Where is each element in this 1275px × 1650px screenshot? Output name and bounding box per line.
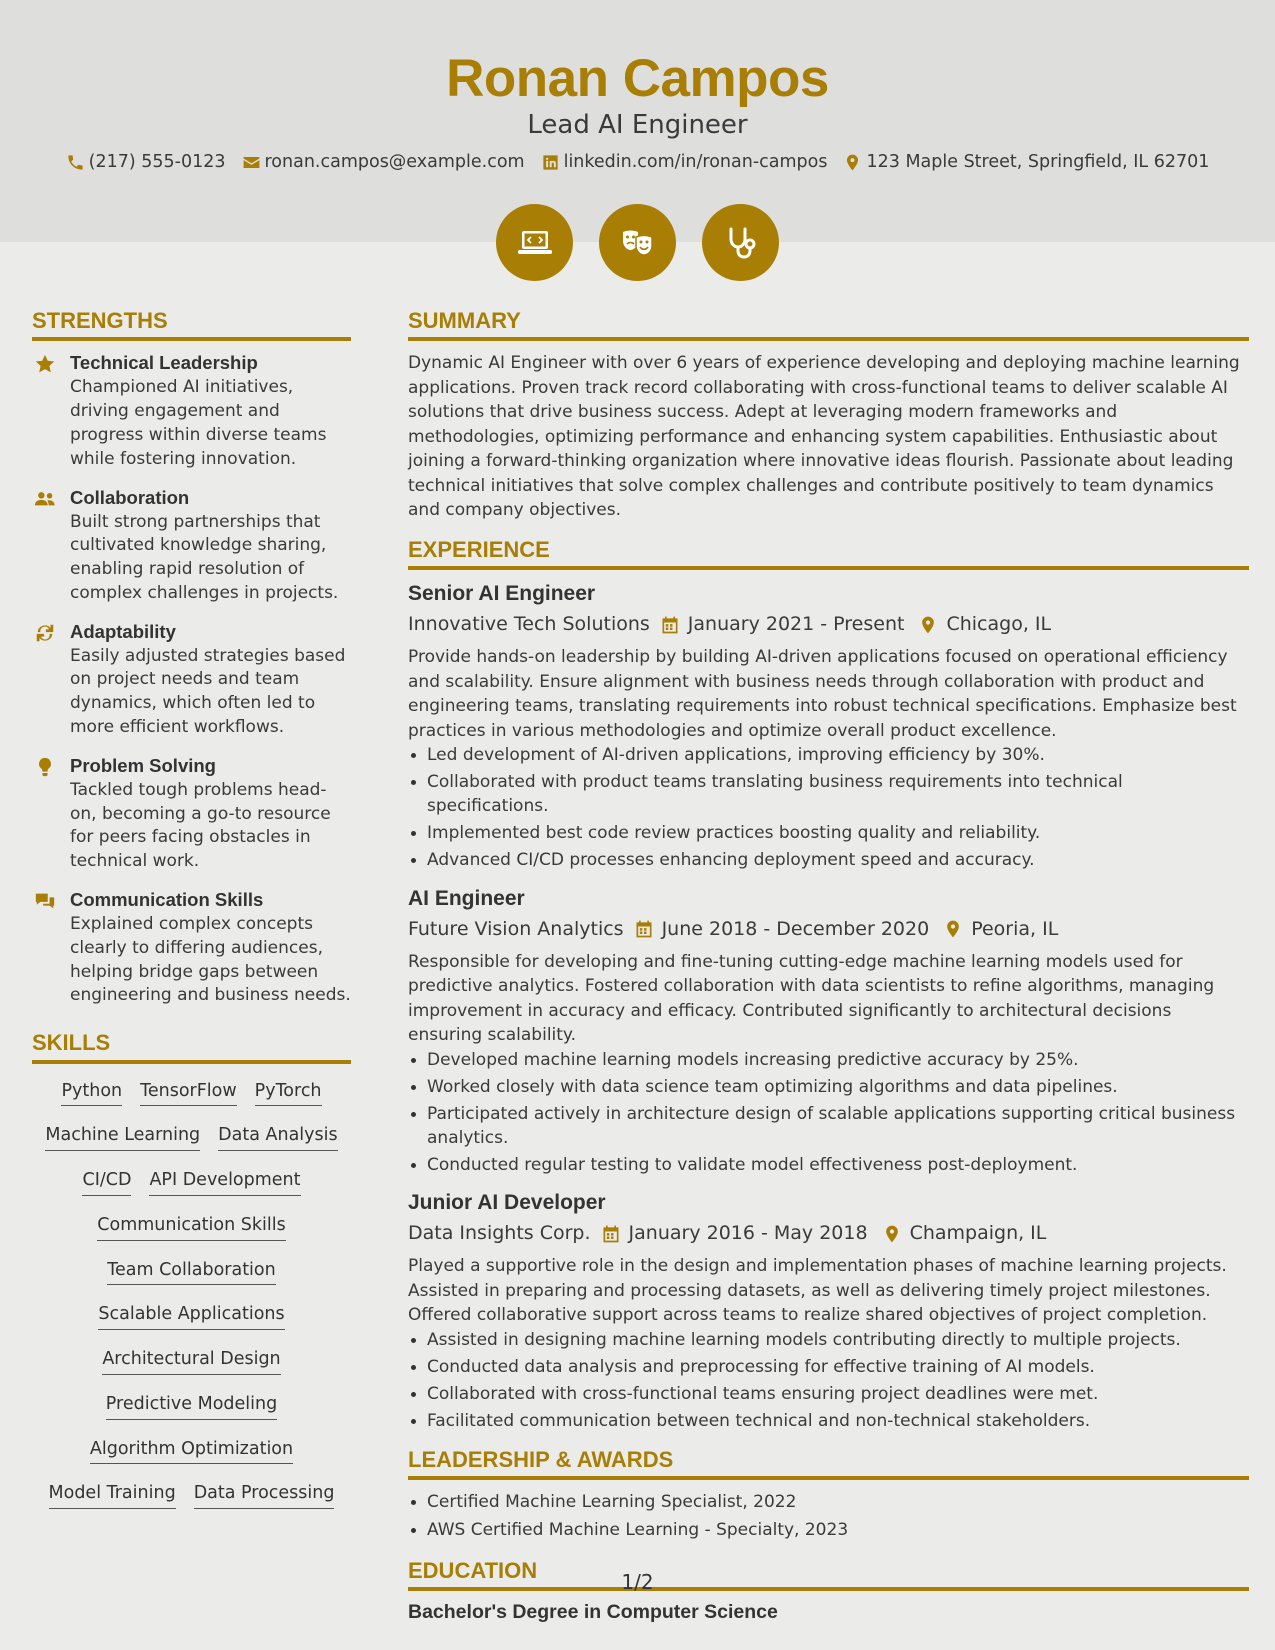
comments-icon: [34, 890, 56, 912]
skill-tag: Communication Skills: [97, 1214, 285, 1241]
job-entry: [408, 1189, 1249, 1433]
skills-list: [32, 1074, 351, 1510]
job-description: Responsible for developing and fine-tuning cutting-edge machine learning models used for predictive analytics. Fostered collaboration with data scientists to refine algorithms, managing improvement in accuracy and efficacy. Contributed significantly to architectural decisions ensuring scalability.: [408, 951, 1215, 1046]
bullet-item: Worked closely with data science team optimizing algorithms and data pipelines.: [408, 1075, 1249, 1099]
job-location: Peoria, IL: [971, 917, 1059, 940]
award-item: Certified Machine Learning Specialist, 2022: [408, 1490, 1249, 1514]
strength-item: [32, 888, 351, 1008]
map-pin-icon: [918, 615, 938, 635]
badge-laptop: [496, 204, 573, 281]
sync-icon: [34, 622, 56, 644]
strength-desc: Easily adjusted strategies based on project needs and team dynamics, which often led to more efficient workflows.: [70, 645, 346, 738]
education-heading: EDUCATION: [408, 1558, 1249, 1591]
calendar-icon: [634, 919, 654, 939]
bullet-item: Implemented best code review practices boosting quality and reliability.: [408, 821, 1249, 845]
job-meta: [408, 1221, 1249, 1246]
strength-item: [32, 351, 351, 471]
map-pin-icon: [843, 153, 862, 172]
strength-desc: Explained complex concepts clearly to differing audiences, helping bridge gaps between engineering and business needs.: [70, 913, 351, 1006]
job-description: Played a supportive role in the design and implementation phases of machine learning projects. Assisted in preparing and processing datasets, as well as delivering timely project milestones. Offered collaborative support across teams to realize shared objectives of project completion.: [408, 1256, 1227, 1326]
badge-stethoscope: [702, 204, 779, 281]
awards-heading: LEADERSHIP & AWARDS: [408, 1447, 1249, 1480]
strength-desc: Built strong partnerships that cultivated knowledge sharing, enabling rapid resolution of complex challenges in projects.: [70, 511, 339, 603]
strength-title: Collaboration: [70, 486, 190, 508]
job-bullets: [408, 743, 1249, 873]
skill-tag: CI/CD: [82, 1169, 131, 1196]
job-position: Junior AI Developer: [408, 1191, 606, 1215]
skill-tag: API Development: [149, 1169, 300, 1196]
job-company: Innovative Tech Solutions: [408, 613, 650, 636]
contact-bar: [0, 152, 1275, 172]
bullet-item: Assisted in designing machine learning models contributing directly to multiple projects.: [408, 1328, 1249, 1352]
address-text: 123 Maple Street, Springfield, IL 62701: [866, 152, 1210, 172]
linkedin-icon: [541, 153, 560, 172]
skill-tag: Predictive Modeling: [106, 1393, 277, 1420]
job-title: Lead AI Engineer: [527, 110, 748, 140]
job-bullets: [408, 1328, 1249, 1434]
job-location: Chicago, IL: [946, 613, 1052, 636]
bullet-item: Developed machine learning models increasing predictive accuracy by 25%.: [408, 1048, 1249, 1072]
right-column: [408, 308, 1249, 1624]
map-pin-icon: [943, 919, 963, 939]
skill-tag: Team Collaboration: [107, 1259, 275, 1286]
strength-desc: Championed AI initiatives, driving engagement and progress within diverse teams while fostering innovation.: [70, 377, 327, 469]
bullet-item: Advanced CI/CD processes enhancing deployment speed and accuracy.: [408, 848, 1249, 872]
strength-item: [32, 486, 351, 606]
bullet-item: Conducted data analysis and preprocessing for effective training of AI models.: [408, 1355, 1249, 1379]
map-pin-icon: [882, 1224, 902, 1244]
left-column: [32, 308, 351, 1509]
phone-icon: [66, 153, 85, 172]
education-degree: Bachelor's Degree in Computer Science: [408, 1601, 778, 1624]
strength-title: Technical Leadership: [70, 352, 258, 374]
job-entry: [408, 885, 1249, 1178]
job-dates: January 2021 - Present: [687, 613, 905, 636]
job-bullets: [408, 1048, 1249, 1178]
users-icon: [34, 488, 56, 510]
job-company: Future Vision Analytics: [408, 917, 624, 940]
theater-masks-icon: [618, 223, 658, 263]
skill-tag: Model Training: [49, 1482, 176, 1509]
skills-heading: SKILLS: [32, 1030, 351, 1063]
job-meta: [408, 917, 1249, 942]
lightbulb-icon: [34, 756, 56, 778]
contact-email[interactable]: [242, 152, 525, 172]
calendar-icon: [601, 1224, 621, 1244]
skill-tag: Algorithm Optimization: [90, 1438, 293, 1465]
envelope-icon: [242, 153, 261, 172]
skill-tag: Architectural Design: [102, 1348, 280, 1375]
stethoscope-icon: [721, 223, 761, 263]
contact-linkedin[interactable]: [541, 152, 828, 172]
linkedin-text: linkedin.com/in/ronan-campos: [563, 152, 828, 172]
bullet-item: Conducted regular testing to validate model effectiveness post-deployment.: [408, 1153, 1249, 1177]
strengths-heading: STRENGTHS: [32, 308, 351, 341]
summary-text: Dynamic AI Engineer with over 6 years of experience developing and deploying machine learning applications. Proven track record collaborating with cross-functional teams to deliver scalable AI solutions that drive business success. Adept at leveraging modern frameworks and methodologies, optimizing performance and enhancing system capabilities. Enthusiastic about joining a forward-thinking organization where innovative ideas flourish. Passionate about leading technical initiatives that solve complex challenges and contribute positively to team dynamics and company objectives.: [408, 353, 1240, 521]
skill-tag: Machine Learning: [45, 1124, 200, 1151]
contact-phone[interactable]: [66, 152, 226, 172]
star-icon: [34, 353, 56, 375]
strength-desc: Tackled tough problems head-on, becoming a go-to resource for peers facing obstacles in technical work.: [70, 779, 331, 872]
experience-heading: EXPERIENCE: [408, 537, 1249, 570]
phone-text: (217) 555-0123: [88, 152, 226, 172]
laptop-code-icon: [515, 223, 555, 263]
job-company: Data Insights Corp.: [408, 1222, 591, 1245]
contact-address: [843, 152, 1209, 172]
job-entry: [408, 580, 1249, 873]
strength-title: Communication Skills: [70, 889, 264, 911]
job-meta: [408, 612, 1249, 637]
skill-tag: TensorFlow: [140, 1080, 237, 1107]
badge-masks: [599, 204, 676, 281]
strength-title: Adaptability: [70, 620, 176, 642]
strength-item: [32, 754, 351, 874]
candidate-name: Ronan Campos: [446, 49, 829, 108]
summary-heading: SUMMARY: [408, 308, 1249, 341]
bullet-item: Participated actively in architecture design of scalable applications supporting critical business analytics.: [408, 1102, 1249, 1150]
skill-tag: Data Processing: [194, 1482, 335, 1509]
skill-tag: Scalable Applications: [98, 1303, 284, 1330]
job-location: Champaign, IL: [909, 1222, 1047, 1245]
badge-row: [0, 204, 1275, 281]
job-dates: January 2016 - May 2018: [628, 1222, 868, 1245]
bullet-item: Facilitated communication between technical and non-technical stakeholders.: [408, 1409, 1249, 1433]
bullet-item: Led development of AI-driven applications, improving efficiency by 30%.: [408, 743, 1249, 767]
skill-tag: Python: [61, 1080, 122, 1107]
bullet-item: Collaborated with product teams translating business requirements into technical specifications.: [408, 770, 1249, 818]
page-number: 1/2: [621, 1570, 654, 1594]
strength-item: [32, 620, 351, 740]
email-text: ronan.campos@example.com: [264, 152, 525, 172]
job-description: Provide hands-on leadership by building AI-driven applications focused on operational efficiency and scalability. Ensure alignment with business needs through collaboration with product and engineering teams, translating requirements into robust technical specifications. Emphasize best practices in various methodologies and optimize overall product excellence.: [408, 647, 1237, 741]
award-item: AWS Certified Machine Learning - Specialty, 2023: [408, 1518, 1249, 1542]
job-position: AI Engineer: [408, 886, 525, 910]
skill-tag: PyTorch: [255, 1080, 322, 1107]
job-position: Senior AI Engineer: [408, 582, 596, 606]
skill-tag: Data Analysis: [218, 1124, 337, 1151]
calendar-icon: [660, 615, 680, 635]
awards-list: [408, 1490, 1249, 1541]
strength-title: Problem Solving: [70, 754, 216, 776]
bullet-item: Collaborated with cross-functional teams ensuring project deadlines were met.: [408, 1382, 1249, 1406]
job-dates: June 2018 - December 2020: [661, 917, 930, 940]
